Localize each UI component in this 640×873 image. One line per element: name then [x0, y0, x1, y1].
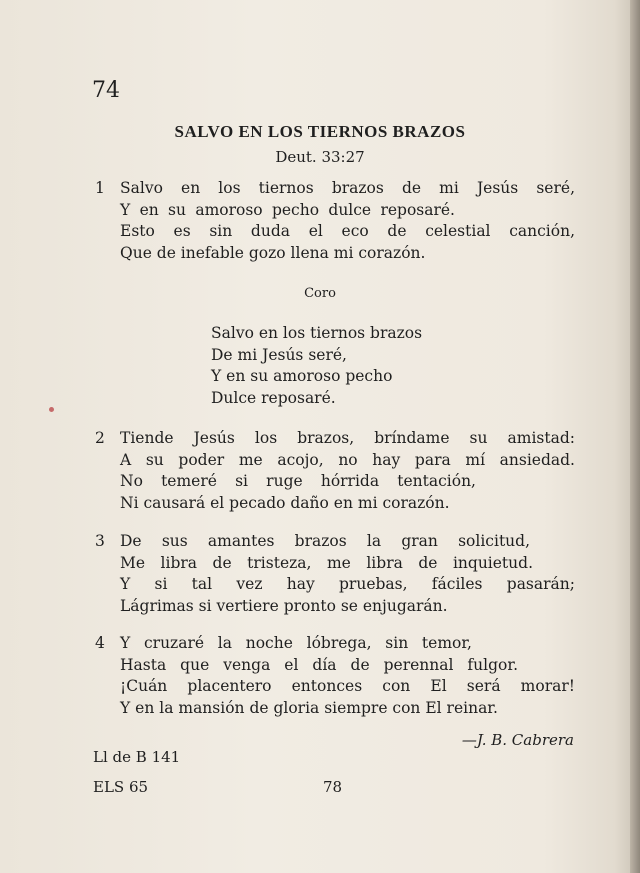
stanza-line: Esto es sin duda el eco de celestial canción, [120, 222, 575, 240]
scripture-reference: Deut. 33:27 [275, 148, 365, 166]
chorus-line: De mi Jesús seré, [211, 345, 347, 364]
chorus-label: Coro [304, 286, 336, 301]
hymn-number: 74 [92, 78, 120, 103]
chorus-line: Y en su amoroso pecho [211, 367, 393, 385]
stanza-line: Y si tal vez hay pruebas, fáciles pasarán; [120, 575, 575, 593]
chorus [211, 323, 422, 409]
chorus-line: Salvo en los tiernos brazos [211, 324, 423, 342]
stanza-line: A su poder me acojo, no hay para mí ansiedad. [120, 450, 575, 469]
stanza-line: Que de inefable gozo llena mi corazón. [120, 243, 426, 262]
stanza-line: Me libra de tristeza, me libra de inquietud. [120, 553, 533, 572]
ink-speck [49, 407, 54, 412]
stanza-line: Lágrimas si vertiere pronto se enjugarán. [120, 596, 448, 615]
stanza-line: Salvo en los tiernos brazos de mi Jesús seré, [120, 179, 575, 197]
stanza-line: Y cruzaré la noche lóbrega, sin temor, [120, 634, 472, 652]
stanza-line: Y en la mansión de gloria siempre con El reinar. [120, 698, 498, 717]
stanza-number: 3 [95, 532, 105, 550]
hymn-author: —J. B. Cabrera [461, 731, 574, 749]
stanza-line: No temeré si ruge hórrida tentación, [120, 472, 476, 490]
stanza-number: 2 [95, 429, 105, 447]
hymn-title: SALVO EN LOS TIERNOS BRAZOS [174, 122, 466, 141]
hymnal-reference-ll-de-b: Ll de B 141 [93, 748, 181, 766]
stanza-line: Hasta que venga el día de perennal fulgor. [120, 655, 518, 674]
stanza-number: 4 [95, 634, 105, 652]
stanza-line: De sus amantes brazos la gran solicitud, [120, 532, 530, 550]
stanza-line: Y en su amoroso pecho dulce reposaré. [120, 200, 455, 219]
stanza-line: Ni causará el pecado daño en mi corazón. [120, 493, 450, 512]
page-number: 78 [323, 778, 343, 796]
chorus-line: Dulce reposaré. [211, 388, 336, 407]
stanza-line: Tiende Jesús los brazos, bríndame su amistad: [120, 429, 575, 447]
stanza-line: ¡Cuán placentero entonces con El será morar! [120, 677, 575, 695]
hymnal-reference-els: ELS 65 [93, 778, 149, 796]
stanza-number: 1 [95, 179, 105, 197]
